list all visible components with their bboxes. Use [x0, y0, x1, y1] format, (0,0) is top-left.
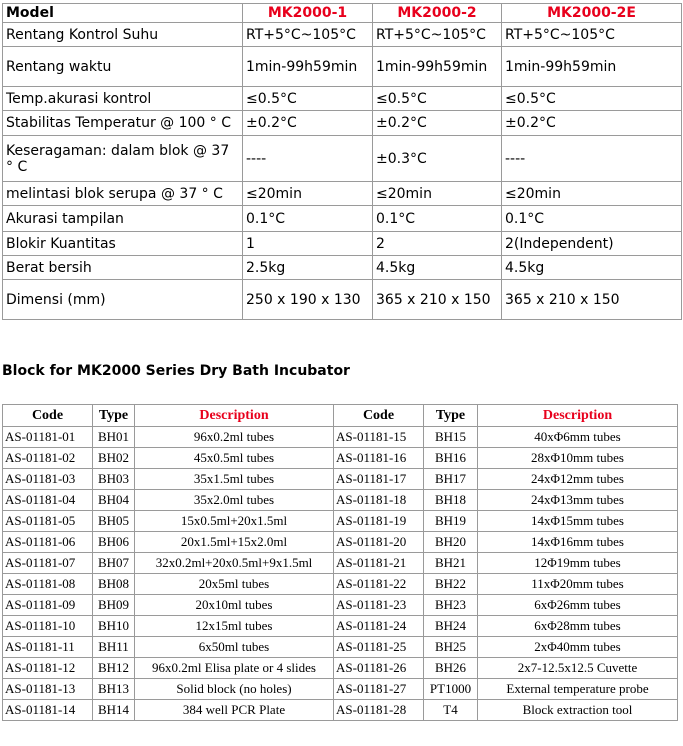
block-code: AS-01181-20: [334, 532, 424, 553]
spec-row-label: Akurasi tampilan: [3, 206, 243, 232]
block-description: 6xΦ28mm tubes: [478, 616, 678, 637]
spec-header-label: Model: [3, 4, 243, 23]
block-header-type-2: Type: [424, 405, 478, 427]
spec-row-value: 4.5kg: [502, 256, 682, 280]
block-type: BH25: [424, 637, 478, 658]
block-row: [3, 700, 678, 721]
block-description: 35x1.5ml tubes: [135, 469, 334, 490]
spec-table: [2, 3, 682, 320]
block-code: AS-01181-05: [3, 511, 93, 532]
block-description: 35x2.0ml tubes: [135, 490, 334, 511]
block-code: AS-01181-27: [334, 679, 424, 700]
block-type: BH15: [424, 427, 478, 448]
block-code: AS-01181-18: [334, 490, 424, 511]
block-row: [3, 637, 678, 658]
spec-row-value: 1: [243, 232, 373, 256]
block-type: BH11: [93, 637, 135, 658]
block-row: [3, 553, 678, 574]
block-description: 384 well PCR Plate: [135, 700, 334, 721]
block-description: Block extraction tool: [478, 700, 678, 721]
block-description: 96x0.2ml tubes: [135, 427, 334, 448]
spec-row-value: 365 x 210 x 150: [502, 280, 682, 320]
spec-row-value: ≤0.5°C: [373, 87, 502, 111]
block-description: 2xΦ40mm tubes: [478, 637, 678, 658]
block-code: AS-01181-03: [3, 469, 93, 490]
spec-row-value: ±0.2°C: [373, 111, 502, 136]
spec-row-value: RT+5°C~105°C: [243, 23, 373, 47]
block-type: BH01: [93, 427, 135, 448]
spec-header-model-2: MK2000-2: [373, 4, 502, 23]
block-header-code: Code: [3, 405, 93, 427]
block-description: 20x1.5ml+15x2.0ml: [135, 532, 334, 553]
spec-row-value: 250 x 190 x 130: [243, 280, 373, 320]
block-description: 32x0.2ml+20x0.5ml+9x1.5ml: [135, 553, 334, 574]
block-description: 2x7-12.5x12.5 Cuvette: [478, 658, 678, 679]
spec-row: [3, 232, 682, 256]
block-type: BH19: [424, 511, 478, 532]
block-table: [2, 404, 678, 721]
block-type: BH20: [424, 532, 478, 553]
block-code: AS-01181-16: [334, 448, 424, 469]
block-type: BH03: [93, 469, 135, 490]
block-code: AS-01181-28: [334, 700, 424, 721]
block-type: BH07: [93, 553, 135, 574]
spec-row-value: ----: [243, 136, 373, 182]
spec-row-label: Keseragaman: dalam blok @ 37 ° C: [3, 136, 243, 182]
block-type: BH14: [93, 700, 135, 721]
block-row: [3, 658, 678, 679]
spec-row: [3, 87, 682, 111]
spec-row-value: ±0.3°C: [373, 136, 502, 182]
block-type: BH26: [424, 658, 478, 679]
spec-row: [3, 23, 682, 47]
block-code: AS-01181-17: [334, 469, 424, 490]
block-description: 14xΦ16mm tubes: [478, 532, 678, 553]
spec-row-label: Rentang Kontrol Suhu: [3, 23, 243, 47]
spec-row-label: melintasi blok serupa @ 37 ° C: [3, 182, 243, 206]
block-header-code-2: Code: [334, 405, 424, 427]
spec-row: [3, 136, 682, 182]
block-description: External temperature probe: [478, 679, 678, 700]
spec-row: [3, 111, 682, 136]
block-type: BH16: [424, 448, 478, 469]
block-code: AS-01181-06: [3, 532, 93, 553]
block-code: AS-01181-13: [3, 679, 93, 700]
spec-row: [3, 182, 682, 206]
block-code: AS-01181-10: [3, 616, 93, 637]
block-type: BH21: [424, 553, 478, 574]
block-description: 20x5ml tubes: [135, 574, 334, 595]
spec-row-value: ----: [502, 136, 682, 182]
block-code: AS-01181-24: [334, 616, 424, 637]
block-type: BH02: [93, 448, 135, 469]
spec-row-value: ≤0.5°C: [502, 87, 682, 111]
block-code: AS-01181-26: [334, 658, 424, 679]
block-description: Solid block (no holes): [135, 679, 334, 700]
spec-row-label: Stabilitas Temperatur @ 100 ° C: [3, 111, 243, 136]
spec-row: [3, 280, 682, 320]
block-description: 20x10ml tubes: [135, 595, 334, 616]
block-code: AS-01181-07: [3, 553, 93, 574]
spec-row-value: 2.5kg: [243, 256, 373, 280]
block-description: 24xΦ12mm tubes: [478, 469, 678, 490]
block-type: BH04: [93, 490, 135, 511]
spec-row-label: Berat bersih: [3, 256, 243, 280]
spec-row-value: 1min-99h59min: [502, 47, 682, 87]
block-type: BH17: [424, 469, 478, 490]
spec-row-label: Temp.akurasi kontrol: [3, 87, 243, 111]
block-description: 45x0.5ml tubes: [135, 448, 334, 469]
block-type: BH12: [93, 658, 135, 679]
block-description: 12Φ19mm tubes: [478, 553, 678, 574]
block-description: 14xΦ15mm tubes: [478, 511, 678, 532]
spec-row-value: 0.1°C: [373, 206, 502, 232]
block-type: BH09: [93, 595, 135, 616]
block-code: AS-01181-02: [3, 448, 93, 469]
block-row: [3, 448, 678, 469]
block-header-type: Type: [93, 405, 135, 427]
block-row: [3, 679, 678, 700]
block-section-title: Block for MK2000 Series Dry Bath Incubator: [2, 363, 350, 379]
block-header-description: Description: [135, 405, 334, 427]
block-row: [3, 616, 678, 637]
spec-row-value: ≤20min: [243, 182, 373, 206]
block-description: 96x0.2ml Elisa plate or 4 slides: [135, 658, 334, 679]
spec-row-label: Rentang waktu: [3, 47, 243, 87]
spec-header-row: [3, 4, 682, 23]
block-description: 40xΦ6mm tubes: [478, 427, 678, 448]
block-type: BH13: [93, 679, 135, 700]
block-row: [3, 511, 678, 532]
block-description: 11xΦ20mm tubes: [478, 574, 678, 595]
block-description: 12x15ml tubes: [135, 616, 334, 637]
spec-row-label: Dimensi (mm): [3, 280, 243, 320]
spec-row-value: 0.1°C: [243, 206, 373, 232]
block-code: AS-01181-09: [3, 595, 93, 616]
block-description: 24xΦ13mm tubes: [478, 490, 678, 511]
spec-row-value: 2(Independent): [502, 232, 682, 256]
spec-row-value: ≤20min: [373, 182, 502, 206]
block-code: AS-01181-21: [334, 553, 424, 574]
spec-row-value: 4.5kg: [373, 256, 502, 280]
block-row: [3, 490, 678, 511]
block-header-row: [3, 405, 678, 427]
block-code: AS-01181-14: [3, 700, 93, 721]
block-type: BH10: [93, 616, 135, 637]
block-type: BH23: [424, 595, 478, 616]
spec-row-label: Blokir Kuantitas: [3, 232, 243, 256]
spec-row-value: 0.1°C: [502, 206, 682, 232]
spec-header-model-1: MK2000-1: [243, 4, 373, 23]
block-description: 6xΦ26mm tubes: [478, 595, 678, 616]
spec-row-value: RT+5°C~105°C: [373, 23, 502, 47]
block-row: [3, 532, 678, 553]
block-code: AS-01181-11: [3, 637, 93, 658]
spec-row-value: ±0.2°C: [243, 111, 373, 136]
spec-row-value: 2: [373, 232, 502, 256]
block-type: PT1000: [424, 679, 478, 700]
spec-header-model-3: MK2000-2E: [502, 4, 682, 23]
block-code: AS-01181-01: [3, 427, 93, 448]
block-type: BH06: [93, 532, 135, 553]
spec-row: [3, 206, 682, 232]
block-code: AS-01181-25: [334, 637, 424, 658]
block-type: BH24: [424, 616, 478, 637]
block-type: T4: [424, 700, 478, 721]
block-code: AS-01181-04: [3, 490, 93, 511]
spec-row-value: ≤0.5°C: [243, 87, 373, 111]
block-row: [3, 574, 678, 595]
block-row: [3, 595, 678, 616]
block-code: AS-01181-12: [3, 658, 93, 679]
block-description: 28xΦ10mm tubes: [478, 448, 678, 469]
spec-row-value: 365 x 210 x 150: [373, 280, 502, 320]
block-row: [3, 427, 678, 448]
spec-row-value: 1min-99h59min: [243, 47, 373, 87]
block-description: 15x0.5ml+20x1.5ml: [135, 511, 334, 532]
spec-row-value: ≤20min: [502, 182, 682, 206]
spec-row-value: RT+5°C~105°C: [502, 23, 682, 47]
block-code: AS-01181-22: [334, 574, 424, 595]
block-code: AS-01181-19: [334, 511, 424, 532]
spec-row: [3, 47, 682, 87]
block-header-description-2: Description: [478, 405, 678, 427]
block-type: BH18: [424, 490, 478, 511]
block-row: [3, 469, 678, 490]
spec-row-value: 1min-99h59min: [373, 47, 502, 87]
block-description: 6x50ml tubes: [135, 637, 334, 658]
block-type: BH08: [93, 574, 135, 595]
block-type: BH22: [424, 574, 478, 595]
spec-row-value: ±0.2°C: [502, 111, 682, 136]
block-code: AS-01181-23: [334, 595, 424, 616]
block-code: AS-01181-15: [334, 427, 424, 448]
block-type: BH05: [93, 511, 135, 532]
block-code: AS-01181-08: [3, 574, 93, 595]
spec-row: [3, 256, 682, 280]
